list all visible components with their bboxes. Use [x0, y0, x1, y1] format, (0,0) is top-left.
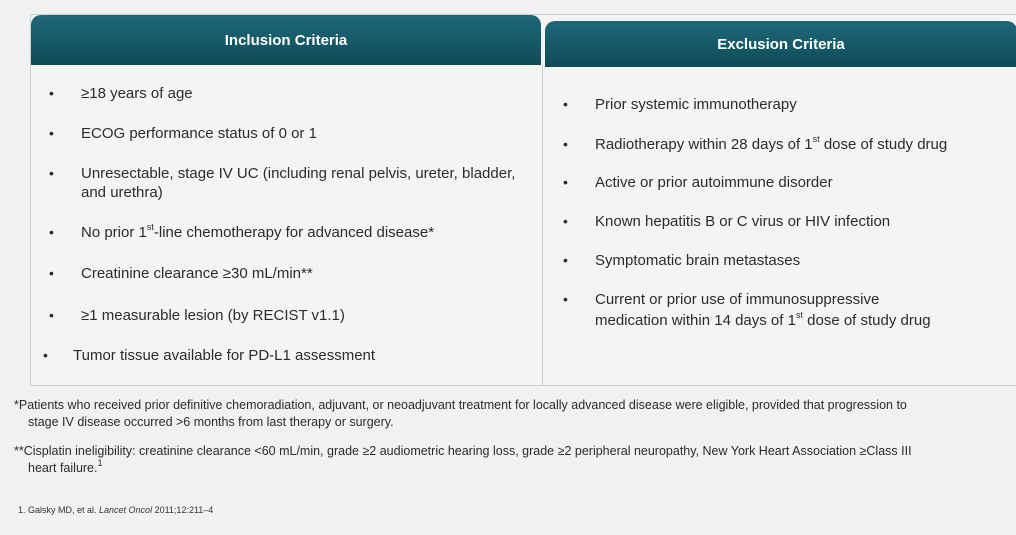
- item-text: Radiotherapy within 28 days of 1st dose of study drug: [595, 134, 948, 153]
- item-text: Creatinine clearance ≥30 mL/min**: [81, 265, 313, 282]
- bullet-icon: •: [49, 307, 54, 323]
- item-text: No prior 1st-line chemotherapy for advanced disease*: [81, 222, 435, 241]
- footnote-line: *Patients who received prior definitive chemoradiation, adjuvant, or neoadjuvant treatment for locally advanced disease were eligible, provided that progression to: [14, 398, 907, 412]
- footnote-line: **Cisplatin ineligibility: creatinine clearance <60 mL/min, grade ≥2 audiometric hearing loss, grade ≥2 peripheral neuropathy, New York Heart Association ≥Class III: [14, 444, 912, 458]
- item-text: Prior systemic immunotherapy: [595, 96, 797, 113]
- footnote-line: heart failure.$^1$: [28, 457, 103, 475]
- item-text-cont: and urethra): [81, 184, 163, 201]
- exclusion-header: [545, 21, 1016, 67]
- inclusion-header: [31, 15, 541, 65]
- item-text: Known hepatitis B or C virus or HIV infection: [595, 213, 891, 230]
- bullet-icon: •: [49, 125, 54, 141]
- item-text: Unresectable, stage IV UC (including renal pelvis, ureter, bladder,: [81, 165, 516, 182]
- footnote-prior-treatment: [14, 397, 907, 431]
- bullet-icon: •: [563, 252, 568, 268]
- exclusion-list: [545, 65, 1016, 385]
- bullet-icon: •: [49, 224, 54, 240]
- bullet-icon: •: [49, 265, 54, 281]
- item-text: Symptomatic brain metastases: [595, 252, 801, 269]
- item-text: ECOG performance status of 0 or 1: [81, 125, 317, 142]
- bullet-icon: •: [563, 136, 568, 152]
- item-text: Tumor tissue available for PD-L1 assessment: [73, 347, 376, 364]
- criteria-table: [30, 14, 1016, 386]
- bullet-icon: •: [563, 213, 568, 229]
- inclusion-list: [31, 65, 541, 385]
- item-text: Current or prior use of immunosuppressive: [595, 291, 880, 308]
- bullet-icon: •: [563, 96, 568, 112]
- exclusion-title: Exclusion Criteria: [717, 35, 845, 53]
- item-text: ≥18 years of age: [81, 85, 193, 102]
- item-text: ≥1 measurable lesion (by RECIST v1.1): [81, 307, 345, 324]
- bullet-icon: •: [563, 174, 568, 190]
- item-text: Active or prior autoimmune disorder: [595, 174, 833, 191]
- inclusion-title: Inclusion Criteria: [224, 31, 348, 49]
- bullet-icon: •: [49, 165, 54, 181]
- item-text-cont: medication within 14 days of 1st dose of study drug: [595, 310, 931, 329]
- bullet-icon: •: [49, 85, 54, 101]
- bullet-icon: •: [43, 347, 48, 363]
- footnote-line: stage IV disease occurred >6 months from last therapy or surgery.: [28, 415, 394, 429]
- bullet-icon: •: [563, 291, 568, 307]
- reference-citation: 1. Galsky MD, et al. Lancet Oncol 2011;12:211–4: [18, 505, 214, 515]
- footnote-cisplatin: [14, 443, 912, 477]
- column-divider: [542, 65, 543, 385]
